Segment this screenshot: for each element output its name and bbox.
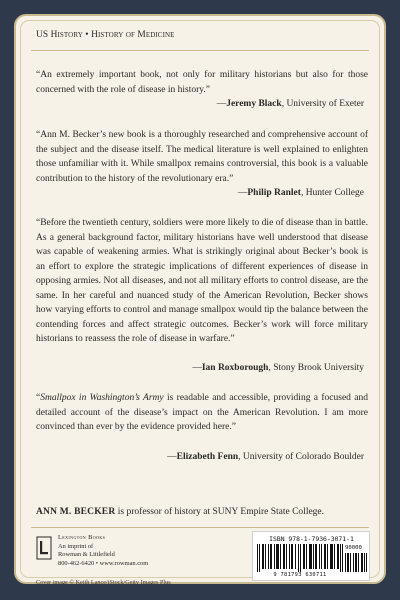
publisher-contact: 800-462-6420 • www.rowman.com (58, 559, 149, 567)
quote-3-author: Ian Roxborough (201, 363, 269, 373)
publisher-parent: Rowman & Littlefield (58, 551, 115, 559)
top-divider (31, 50, 369, 51)
quote-2-affiliation: , Hunter College (300, 188, 364, 198)
quote-1-attribution: —Jeremy Black, University of Exeter (216, 99, 364, 109)
quote-3-attribution: —Ian Roxborough, Stony Brook University (192, 363, 364, 373)
quote-1-affiliation: , University of Exeter (281, 99, 364, 109)
quote-2-author: Philip Ranlet (247, 188, 301, 198)
isbn-text: ISBN 978-1-7936-3071-1 (269, 535, 354, 543)
cover-image-credit: Cover image © Keith Lance/iStock/Getty Images Plus (36, 579, 171, 586)
quote-4-body: is readable and accessible, providing a focused and detailed account of the disease’s impact on the American Revolution. I am more convinced than ever by the evidence provided here.” (36, 393, 368, 432)
ean-barcode (257, 544, 343, 572)
addon-barcode (345, 553, 367, 572)
barcode-number: 9 781793 630711 (273, 572, 327, 578)
quote-4-book-title: Smallpox in Washington’s Army (40, 393, 164, 403)
barcode-box (252, 531, 370, 581)
quote-1-author: Jeremy Black (226, 99, 282, 109)
quote-3-text: “Before the twentieth century, soldiers were more likely to die of disease than in battle. As a general background factor, military historians have well understood that disease was capable of weakening armies. What is strikingly original about Becker’s book is an effort to explore the strategic implications of different experiences of disease in opposing armies. Not all diseases, and not all military efforts to control disease, are the same. In her careful and nuanced study of the American Revolution, Becker shows how varying efforts to control and manage smallpox would tip the balance between the contending forces and affect strategic outcomes. Becker’s work will force military historians to reassess the role of disease in warfare.” (36, 218, 368, 344)
quote-4-text: “Smallpox in Washington’s Army is readable and accessible, providing a focused and detailed account of the disease’s impact on the American Revolution. I am more convinced than ever by the evidence provided here.” (36, 393, 368, 432)
quote-4-attribution: —Elizabeth Fenn, University of Colorado Boulder (167, 452, 364, 462)
back-cover-panel (14, 14, 386, 584)
quote-1-text: “An extremely important book, not only for military historians but also for those concerned with the role of disease in history.” (36, 70, 368, 95)
publisher-imprint-line: An imprint of (58, 542, 94, 550)
publisher-logo-icon (36, 536, 52, 560)
price-code: 90000 (345, 545, 362, 551)
bottom-divider (31, 527, 369, 528)
quote-2-text: “Ann M. Becker’s new book is a thoroughly researched and comprehensive account of the subject and the disease itself. The medical literature is well explained to enlighten those unfamiliar with it. While smallpox remains controversial, this book is a valuable contribution to the history of the revolutionary era.” (36, 130, 368, 184)
quote-3-affiliation: , Stony Brook University (268, 363, 364, 373)
quote-2-attribution: —Philip Ranlet, Hunter College (237, 188, 364, 198)
author-bio-text: is professor of history at SUNY Empire State College. (115, 507, 325, 517)
quote-4-affiliation: , University of Colorado Boulder (238, 452, 364, 462)
quote-4-author: Elizabeth Fenn (176, 452, 239, 462)
publisher-text (58, 534, 148, 568)
author-bio (36, 505, 368, 519)
category-line: US History • History of Medicine (36, 30, 175, 40)
author-name: ANN M. BECKER (36, 507, 116, 517)
publisher-name: Lexington Books (58, 534, 106, 541)
